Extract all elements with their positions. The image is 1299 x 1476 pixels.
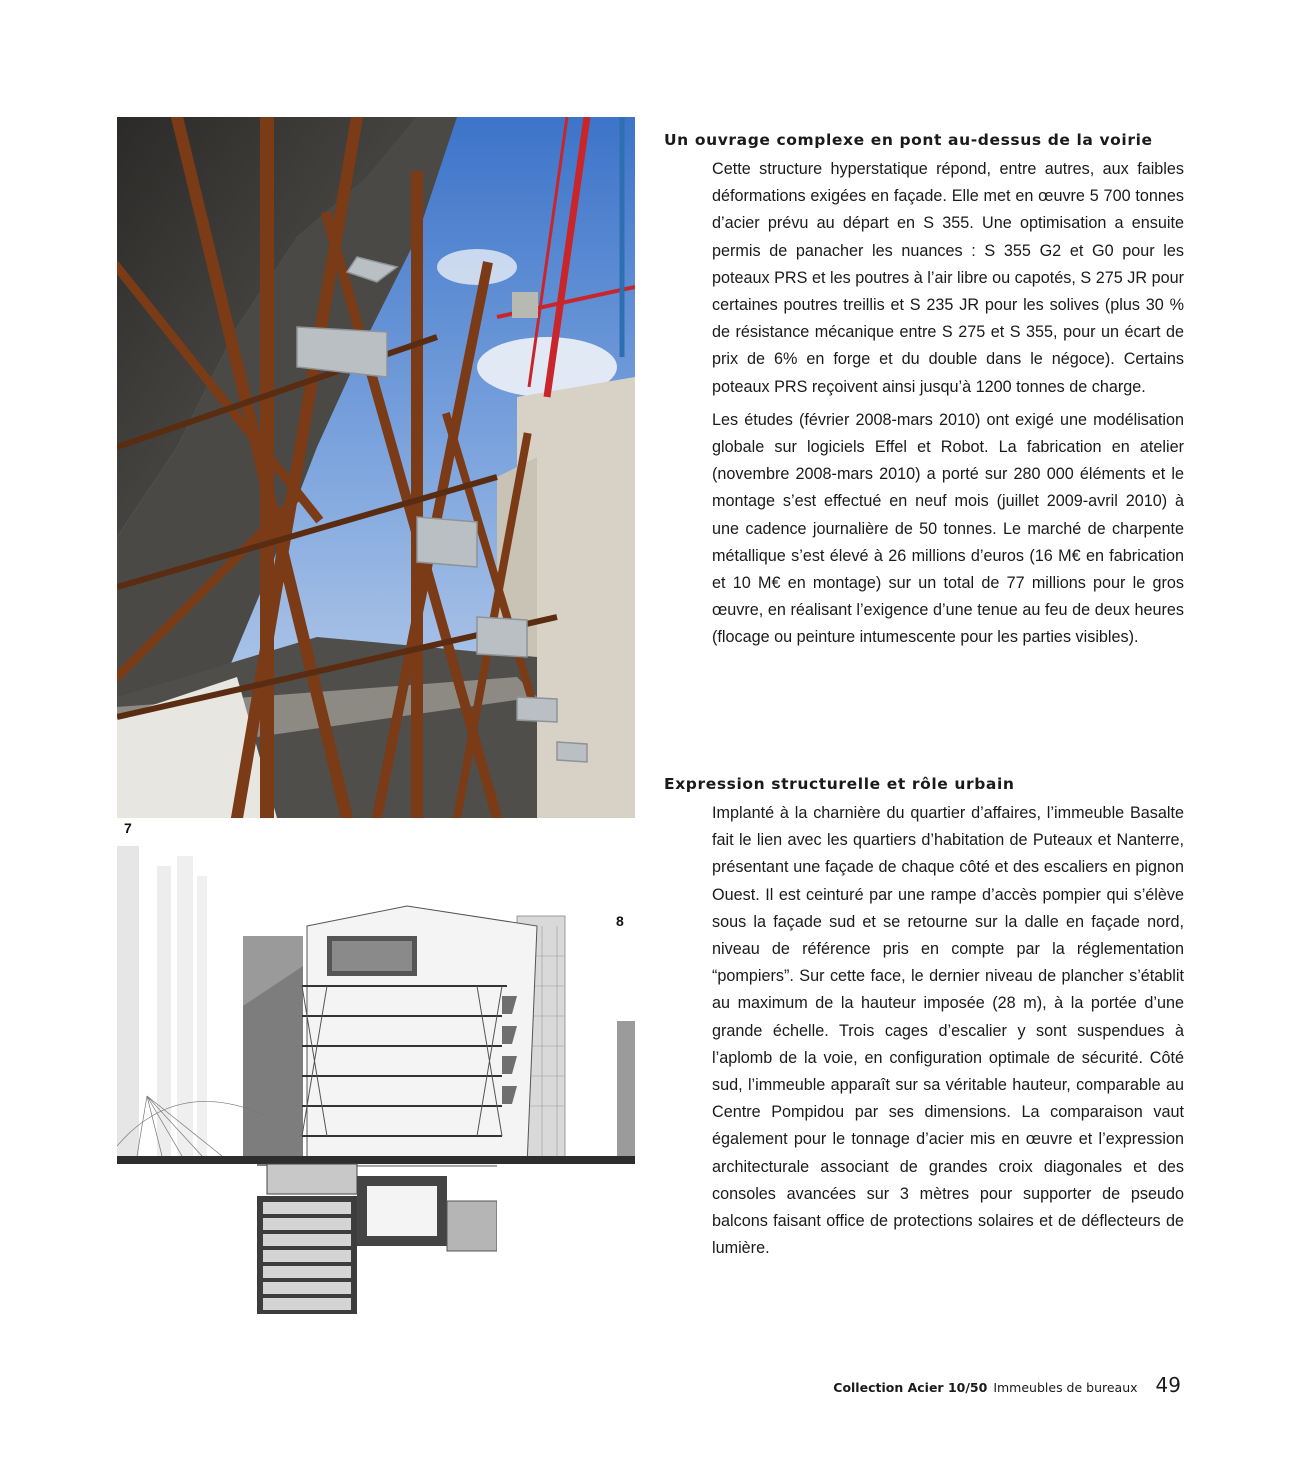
figure-7-number: 7 (124, 820, 132, 836)
section-urban-role (664, 774, 1184, 1262)
figure-8-section-drawing (117, 846, 635, 1314)
building-section-drawing (117, 846, 635, 1314)
section-structure (664, 130, 1184, 652)
page-number: 49 (1155, 1373, 1181, 1397)
section-heading: Expression structurelle et rôle urbain (664, 775, 1015, 793)
section-paragraph: Implanté à la charnière du quartier d’affaires, l’immeuble Basalte fait le lien avec les quartiers d’habitation de Puteaux et Nanterre, présentant une façade de chaque côté et des escaliers en pignon Ouest. Il est ceinturé par une rampe d’accès pompier qui s’élève sous la façade sud et se retourne sur la dalle en façade nord, niveau de référence pris en compte par la réglementation “pompiers”. Sur cette face, le dernier niveau de plancher s’établit au maximum de la hauteur imposée (28 m), à la portée d’une grande échelle. Trois cages d’escalier y sont suspendues à l’aplomb de la voie, en configuration optimale de sécurité. Côté sud, l’immeuble apparaît sur sa véritable hauteur, comparable au Centre Pompidou par ses dimensions. La comparaison vaut également pour le tonnage d’acier mis en œuvre et l’expression architecturale associant de grandes croix diagonales et des consoles avancées sur 3 mètres pour supporter de pseudo balcons faisant office de protections solaires et de déflecteurs de lumière. (712, 804, 1184, 1258)
section-heading: Un ouvrage complexe en pont au-dessus de la voirie (664, 131, 1153, 149)
page-footer (833, 1373, 1181, 1397)
steel-structure-photo (117, 117, 635, 818)
collection-title: Collection Acier 10/50 (833, 1380, 988, 1395)
collection-subtitle: Immeubles de bureaux (993, 1380, 1138, 1395)
section-paragraph: Les études (février 2008-mars 2010) ont exigé une modélisation globale sur logiciels Effel et Robot. La fabrication en atelier (novembre 2008-mars 2010) a porté sur 280 000 éléments et le montage s’est effectué en neuf mois (juillet 2009-avril 2010) à une cadence journalière de 50 tonnes. Le marché de charpente métallique s’est élevé à 26 millions d’euros (16 M€ en fabrication et 10 M€ en montage) sur un total de 77 millions pour le gros œuvre, en réalisant l’exigence d’une tenue au feu de deux heures (flocage ou peinture intumescente pour les parties visibles). (712, 410, 1184, 647)
figure-8-number: 8 (616, 913, 624, 929)
section-paragraph: Cette structure hyperstatique répond, entre autres, aux faibles déformations exigées en façade. Elle met en œuvre 5 700 tonnes d’acier prévu au départ en S 355. Une optimisation a ensuite permis de panacher les nuances : S 355 G2 et G0 pour les poteaux PRS et les poutres à l’air libre ou capotés, S 275 JR pour certaines poutres treillis et S 235 JR pour les solives (plus 30 % de résistance mécanique entre S 275 et S 355, pour un écart de prix de 6% en forge et du double dans le négoce). Certains poteaux PRS reçoivent ainsi jusqu’à 1200 tonnes de charge. (712, 160, 1184, 396)
figure-7-photo (117, 117, 635, 818)
